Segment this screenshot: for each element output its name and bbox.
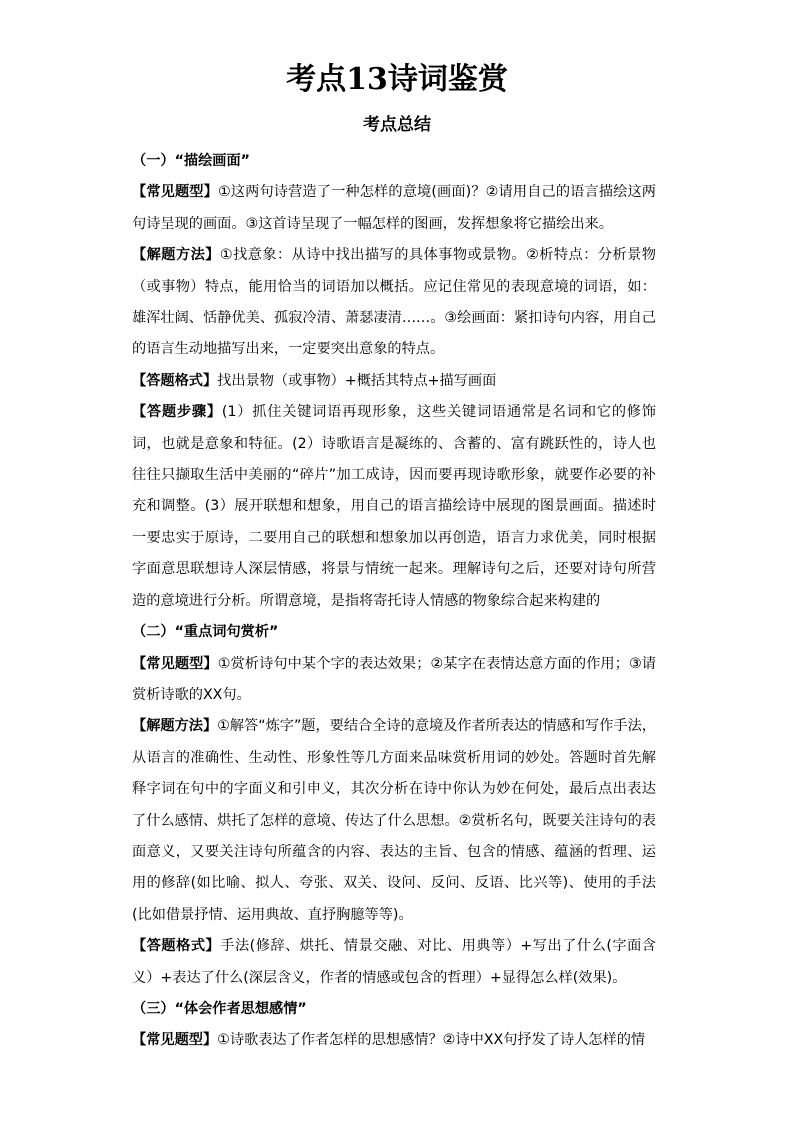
paragraph	[132, 711, 656, 931]
paragraph	[132, 931, 656, 994]
section-heading: （一）“描绘画面”	[132, 153, 250, 169]
paragraph-text: ①找意象：从诗中找出描写的具体事物或景物。②析特点：分析景物（或事物）特点，能用恰当的词语加以概括。应记住常见的表现意境的词语，如：雄浑壮阔、恬静优美、孤寂冷清、萧瑟凄清……。③绘画面：紧扣诗句内容，用自己的语言生动地描写出来，一定要突出意象的特点。	[132, 247, 656, 358]
document-title: 考点13诗词鉴赏	[286, 62, 508, 97]
paragraph-text: (1）抓住关键词语再现形象，这些关键词语通常是名词和它的修饰词，也就是意象和特征。(2）诗歌语言是凝练的、含蓄的、富有跳跃性的，诗人也往往只撷取生活中美丽的“碎片”加工成诗，因而要再现诗歌形象，就要作必要的补充和调整。(3）展开联想和想象，用自己的语言描绘诗中展现的图景画面。描述时一要忠实于原诗，二要用自己的联想和想象加以再创造，语言力求优美，同时根据字面意思联想诗人深层情感，将景与情统一起来。理解诗句之后，还要对诗句所营造的意境进行分析。所谓意境，是指将寄托诗人情感的物象综合起来构建的	[132, 404, 656, 609]
document-subtitle: 考点总结	[363, 115, 431, 135]
document-body	[132, 146, 656, 1057]
paragraph-text: 手法(修辞、烘托、情景交融、对比、用典等）+写出了什么(字面含义）+表达了什么(深层含义，作者的情感或包含的哲理）+显得怎么样(效果)。	[132, 938, 656, 986]
paragraph-text: ①解答“炼字”题，要结合全诗的意境及作者所表达的情感和写作手法，从语言的准确性、生动性、形象性等几方面来品味赏析用词的妙处。答题时首先解释字词在句中的字面义和引申义，其次分析在诗中你认为妙在何处，最后点出表达了什么感情、烘托了怎样的意境、传达了什么思想。②赏析名句，既要关注诗句的表面意义，又要关注诗句所蕴含的内容、表达的主旨、包含的情感、蕴涵的哲理、运用的修辞(如比喻、拟人、夸张、双关、设问、反问、反语、比兴等)、使用的手法(比如借景抒情、运用典故、直抒胸臆等等)。	[132, 718, 656, 923]
paragraph-label: 【常见题型】	[132, 655, 218, 672]
paragraph-text: ①这两句诗营造了一种怎样的意境(画面)？②请用自己的语言描绘这两句诗呈现的画面。③这首诗呈现了一幅怎样的图画，发挥想象将它描绘出来。	[132, 184, 656, 232]
paragraph	[132, 649, 656, 712]
paragraph-label: 【常见题型】	[132, 1032, 218, 1049]
paragraph-text: ①赏析诗句中某个字的表达效果；②某字在表情达意方面的作用；③请赏析诗歌的XX句。	[132, 655, 656, 703]
paragraph	[132, 240, 656, 366]
paragraph	[132, 1025, 656, 1056]
paragraph-text: 找出景物（或事物）+概括其特点+描写画面	[217, 372, 497, 389]
section-heading: （三）“体会作者思想感情”	[132, 1000, 307, 1017]
paragraph	[132, 366, 656, 397]
paragraph	[132, 177, 656, 240]
paragraph-text: ①诗歌表达了作者怎样的思想感情？②诗中XX句抒发了诗人怎样的情	[217, 1032, 646, 1049]
paragraph	[132, 397, 656, 617]
paragraph-label: 【答题格式】	[132, 372, 218, 389]
paragraph-label: 【常见题型】	[132, 184, 218, 201]
section-heading: （二）“重点词句赏析”	[132, 624, 279, 641]
paragraph-label: 【解题方法】	[132, 247, 220, 264]
paragraph-label: 【解题方法】	[132, 718, 218, 735]
paragraph-label: 【答题格式】	[132, 938, 221, 955]
paragraph-label: 【答题步骤】	[132, 404, 222, 421]
